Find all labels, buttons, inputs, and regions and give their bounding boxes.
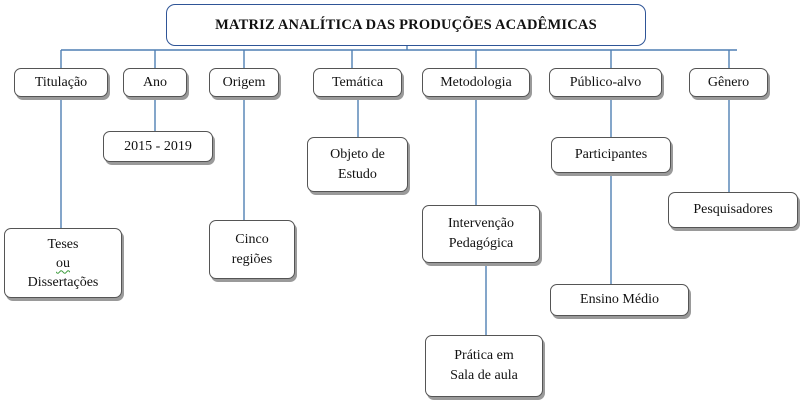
category-titulacao	[14, 68, 108, 97]
value-ano-label: 2015 - 2019	[124, 138, 192, 154]
category-origem-label: Origem	[222, 74, 266, 90]
category-publico-alvo	[549, 68, 662, 97]
category-titulacao-label: Titulação	[34, 74, 88, 90]
value-metodologia-line-1: Intervenção	[447, 216, 515, 231]
value-titulacao-line-2: ou	[56, 255, 70, 271]
value-tematica	[307, 137, 408, 192]
value-genero-label: Pesquisadores	[693, 202, 773, 217]
value-metodologia-sub-line-2: Sala de aula	[450, 368, 518, 383]
value-titulacao-line-3: Dissertações	[27, 274, 99, 290]
category-tematica-label: Temática	[331, 74, 384, 90]
value-origem-line-1: Cinco	[235, 231, 269, 247]
value-publico-alvo-sub	[550, 284, 689, 316]
value-genero	[668, 192, 798, 228]
value-publico-alvo-label: Participantes	[574, 147, 648, 162]
category-publico-alvo-label: Público-alvo	[569, 74, 642, 90]
value-origem-line-2: regiões	[231, 251, 273, 267]
value-titulacao	[4, 228, 122, 298]
value-metodologia-sub	[425, 335, 543, 397]
value-origem	[209, 220, 295, 279]
value-ano	[103, 131, 213, 162]
value-metodologia-line-2: Pedagógica	[448, 236, 514, 251]
value-tematica-line-1: Objeto de	[330, 146, 385, 162]
category-metodologia	[422, 68, 530, 97]
root-title: MATRIZ ANALÍTICA DAS PRODUÇÕES ACADÊMICAS	[215, 17, 597, 33]
category-ano-label: Ano	[142, 74, 168, 90]
value-metodologia-sub-line-1: Prática em	[454, 348, 514, 363]
category-genero-label: Gênero	[707, 74, 750, 90]
value-publico-alvo	[551, 137, 671, 173]
category-genero	[689, 68, 768, 97]
category-metodologia-label: Metodologia	[440, 74, 512, 90]
root-title-box	[166, 4, 646, 46]
value-tematica-line-2: Estudo	[338, 166, 377, 182]
value-titulacao-line-1: Teses	[47, 236, 79, 252]
category-origem	[209, 68, 279, 97]
value-publico-alvo-sub-label: Ensino Médio	[580, 292, 659, 307]
category-ano	[123, 68, 187, 97]
value-metodologia	[422, 205, 540, 263]
category-tematica	[313, 68, 402, 97]
